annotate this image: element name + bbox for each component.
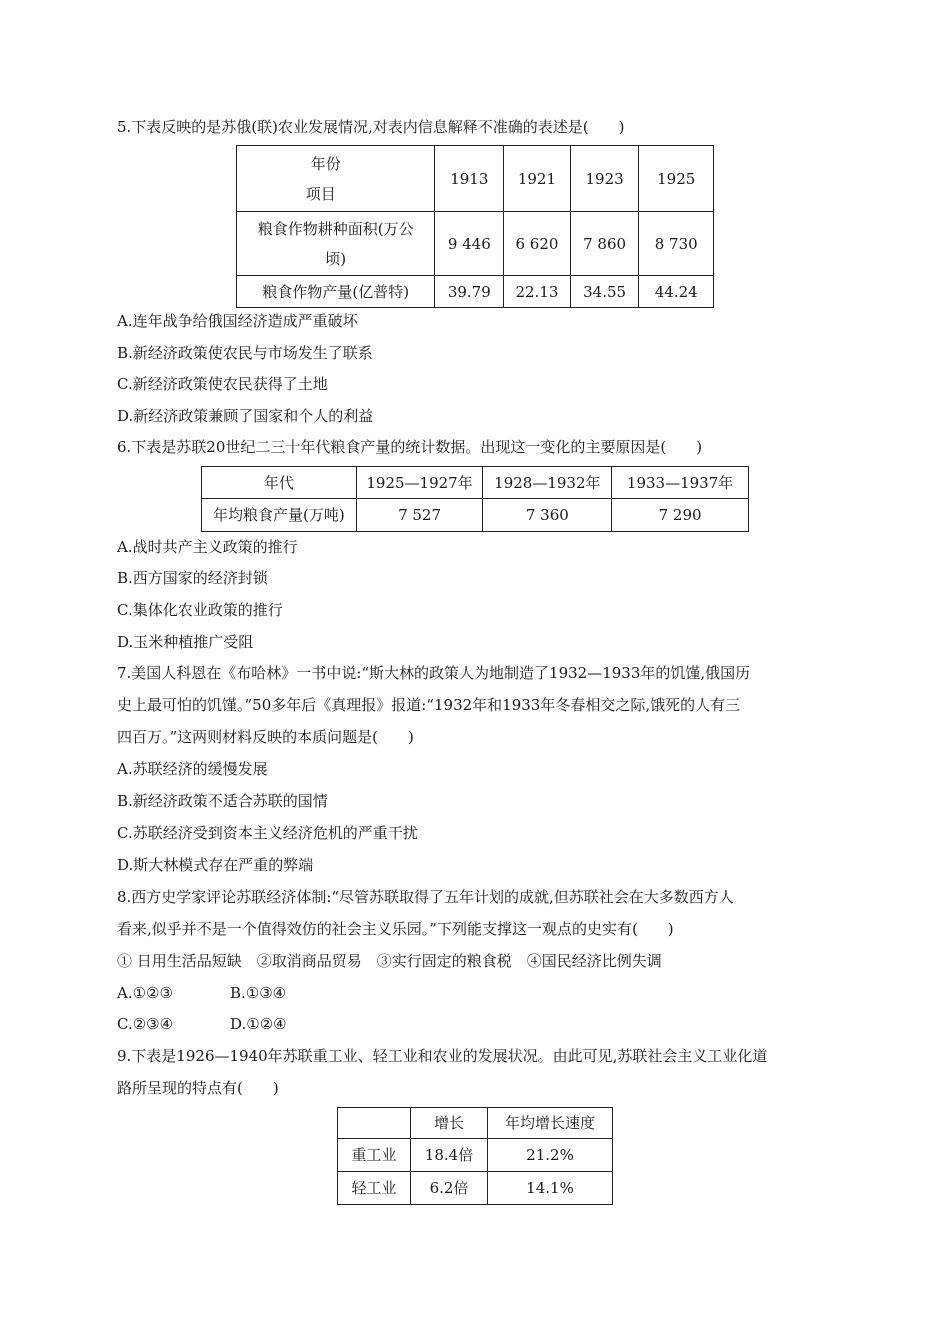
q6-value-cell: 7 527	[356, 499, 483, 532]
q5-corner-bottom: 项目	[305, 184, 336, 203]
q5-row-label-line1: 粮食作物耕种面积(万公	[257, 219, 414, 238]
q7-option-b: B.新经济政策不适合苏联的国情	[117, 792, 328, 810]
q5-year-cell: 1913	[435, 146, 504, 212]
q8-stem-line: 看来,似乎并不是一个值得效仿的社会主义乐园。”下列能支撑这一观点的史实有( )	[117, 920, 674, 938]
q5-value-cell: 44.24	[639, 276, 714, 308]
q6-option-a: A.战时共产主义政策的推行	[117, 538, 298, 556]
q5-option-b: B.新经济政策使农民与市场发生了联系	[117, 344, 373, 362]
q5-row-label	[237, 212, 435, 276]
q6-table	[201, 466, 749, 532]
q7-option-a: A.苏联经济的缓慢发展	[117, 760, 268, 778]
q5-value-cell: 8 730	[639, 212, 714, 276]
q8-option-c: C.②③④	[117, 1015, 174, 1033]
q6-row-label: 年均粮食产量(万吨)	[202, 499, 357, 532]
q5-year-cell: 1925	[639, 146, 714, 212]
q9-header-cell	[338, 1108, 411, 1139]
q7-stem-line: 史上最可怕的饥馑。”50多年后《真理报》报道:“1932年和1933年冬春相交之际,饿死的人有三	[117, 696, 741, 714]
q9-row-label: 轻工业	[338, 1172, 411, 1205]
q5-value-cell: 34.55	[570, 276, 639, 308]
q7-option-d: D.斯大林模式存在严重的弊端	[117, 856, 314, 874]
q9-value-cell: 18.4倍	[411, 1139, 488, 1172]
q8-option-a: A.①②③	[117, 984, 173, 1002]
q5-year-cell: 1923	[570, 146, 639, 212]
q9-stem-line: 路所呈现的特点有( )	[117, 1079, 279, 1097]
q5-row-label: 粮食作物产量(亿普特)	[237, 276, 435, 308]
q7-stem-line: 7.美国人科恩在《布哈林》一书中说:“斯大林的政策人为地制造了1932—1933年的饥馑,俄国历	[117, 664, 751, 682]
q5-stem: 5.下表反映的是苏俄(联)农业发展情况,对表内信息解释不准确的表述是( )	[117, 118, 625, 136]
q5-corner-top: 年份	[310, 154, 341, 173]
q6-header-cell: 1933—1937年	[612, 467, 749, 499]
q8-option-b: B.①③④	[230, 984, 287, 1002]
q5-value-cell: 22.13	[504, 276, 571, 308]
q5-table	[236, 145, 714, 308]
q8-option-d: D.①②④	[230, 1015, 287, 1033]
q8-items: ① 日用生活品短缺 ②取消商品贸易 ③实行固定的粮食税 ④国民经济比例失调	[117, 952, 662, 970]
q9-value-cell: 6.2倍	[411, 1172, 488, 1205]
q5-value-cell: 6 620	[504, 212, 571, 276]
q5-row-label-line2: 顷)	[325, 249, 347, 268]
q9-row-label: 重工业	[338, 1139, 411, 1172]
q6-option-c: C.集体化农业政策的推行	[117, 601, 283, 619]
q5-option-c: C.新经济政策使农民获得了土地	[117, 375, 328, 393]
q7-option-c: C.苏联经济受到资本主义经济危机的严重干扰	[117, 824, 418, 842]
q5-value-cell: 7 860	[570, 212, 639, 276]
q7-stem-line: 四百万。”这两则材料反映的本质问题是( )	[117, 728, 414, 746]
q5-option-d: D.新经济政策兼顾了国家和个人的利益	[117, 407, 374, 425]
q6-value-cell: 7 290	[612, 499, 749, 532]
q9-header-cell: 年均增长速度	[488, 1108, 613, 1139]
q6-value-cell: 7 360	[483, 499, 612, 532]
q5-corner-cell	[237, 146, 435, 212]
q9-header-cell: 增长	[411, 1108, 488, 1139]
q5-value-cell: 9 446	[435, 212, 504, 276]
q9-value-cell: 14.1%	[488, 1172, 613, 1205]
q9-stem-line: 9.下表是1926—1940年苏联重工业、轻工业和农业的发展状况。由此可见,苏联社会主义工业化道	[117, 1047, 768, 1065]
q5-value-cell: 39.79	[435, 276, 504, 308]
q6-header-cell: 1928—1932年	[483, 467, 612, 499]
q8-stem-line: 8.西方史学家评论苏联经济体制:“尽管苏联取得了五年计划的成就,但苏联社会在大多数西方人	[117, 888, 734, 906]
q5-option-a: A.连年战争给俄国经济造成严重破坏	[117, 312, 358, 330]
q6-stem: 6.下表是苏联20世纪二三十年代粮食产量的统计数据。出现这一变化的主要原因是( )	[117, 438, 703, 456]
q9-table	[337, 1107, 613, 1205]
q6-option-d: D.玉米种植推广受阻	[117, 633, 254, 651]
q9-value-cell: 21.2%	[488, 1139, 613, 1172]
q5-year-cell: 1921	[504, 146, 571, 212]
q6-header-cell: 年代	[202, 467, 357, 499]
q6-option-b: B.西方国家的经济封锁	[117, 569, 268, 587]
q6-header-cell: 1925—1927年	[356, 467, 483, 499]
